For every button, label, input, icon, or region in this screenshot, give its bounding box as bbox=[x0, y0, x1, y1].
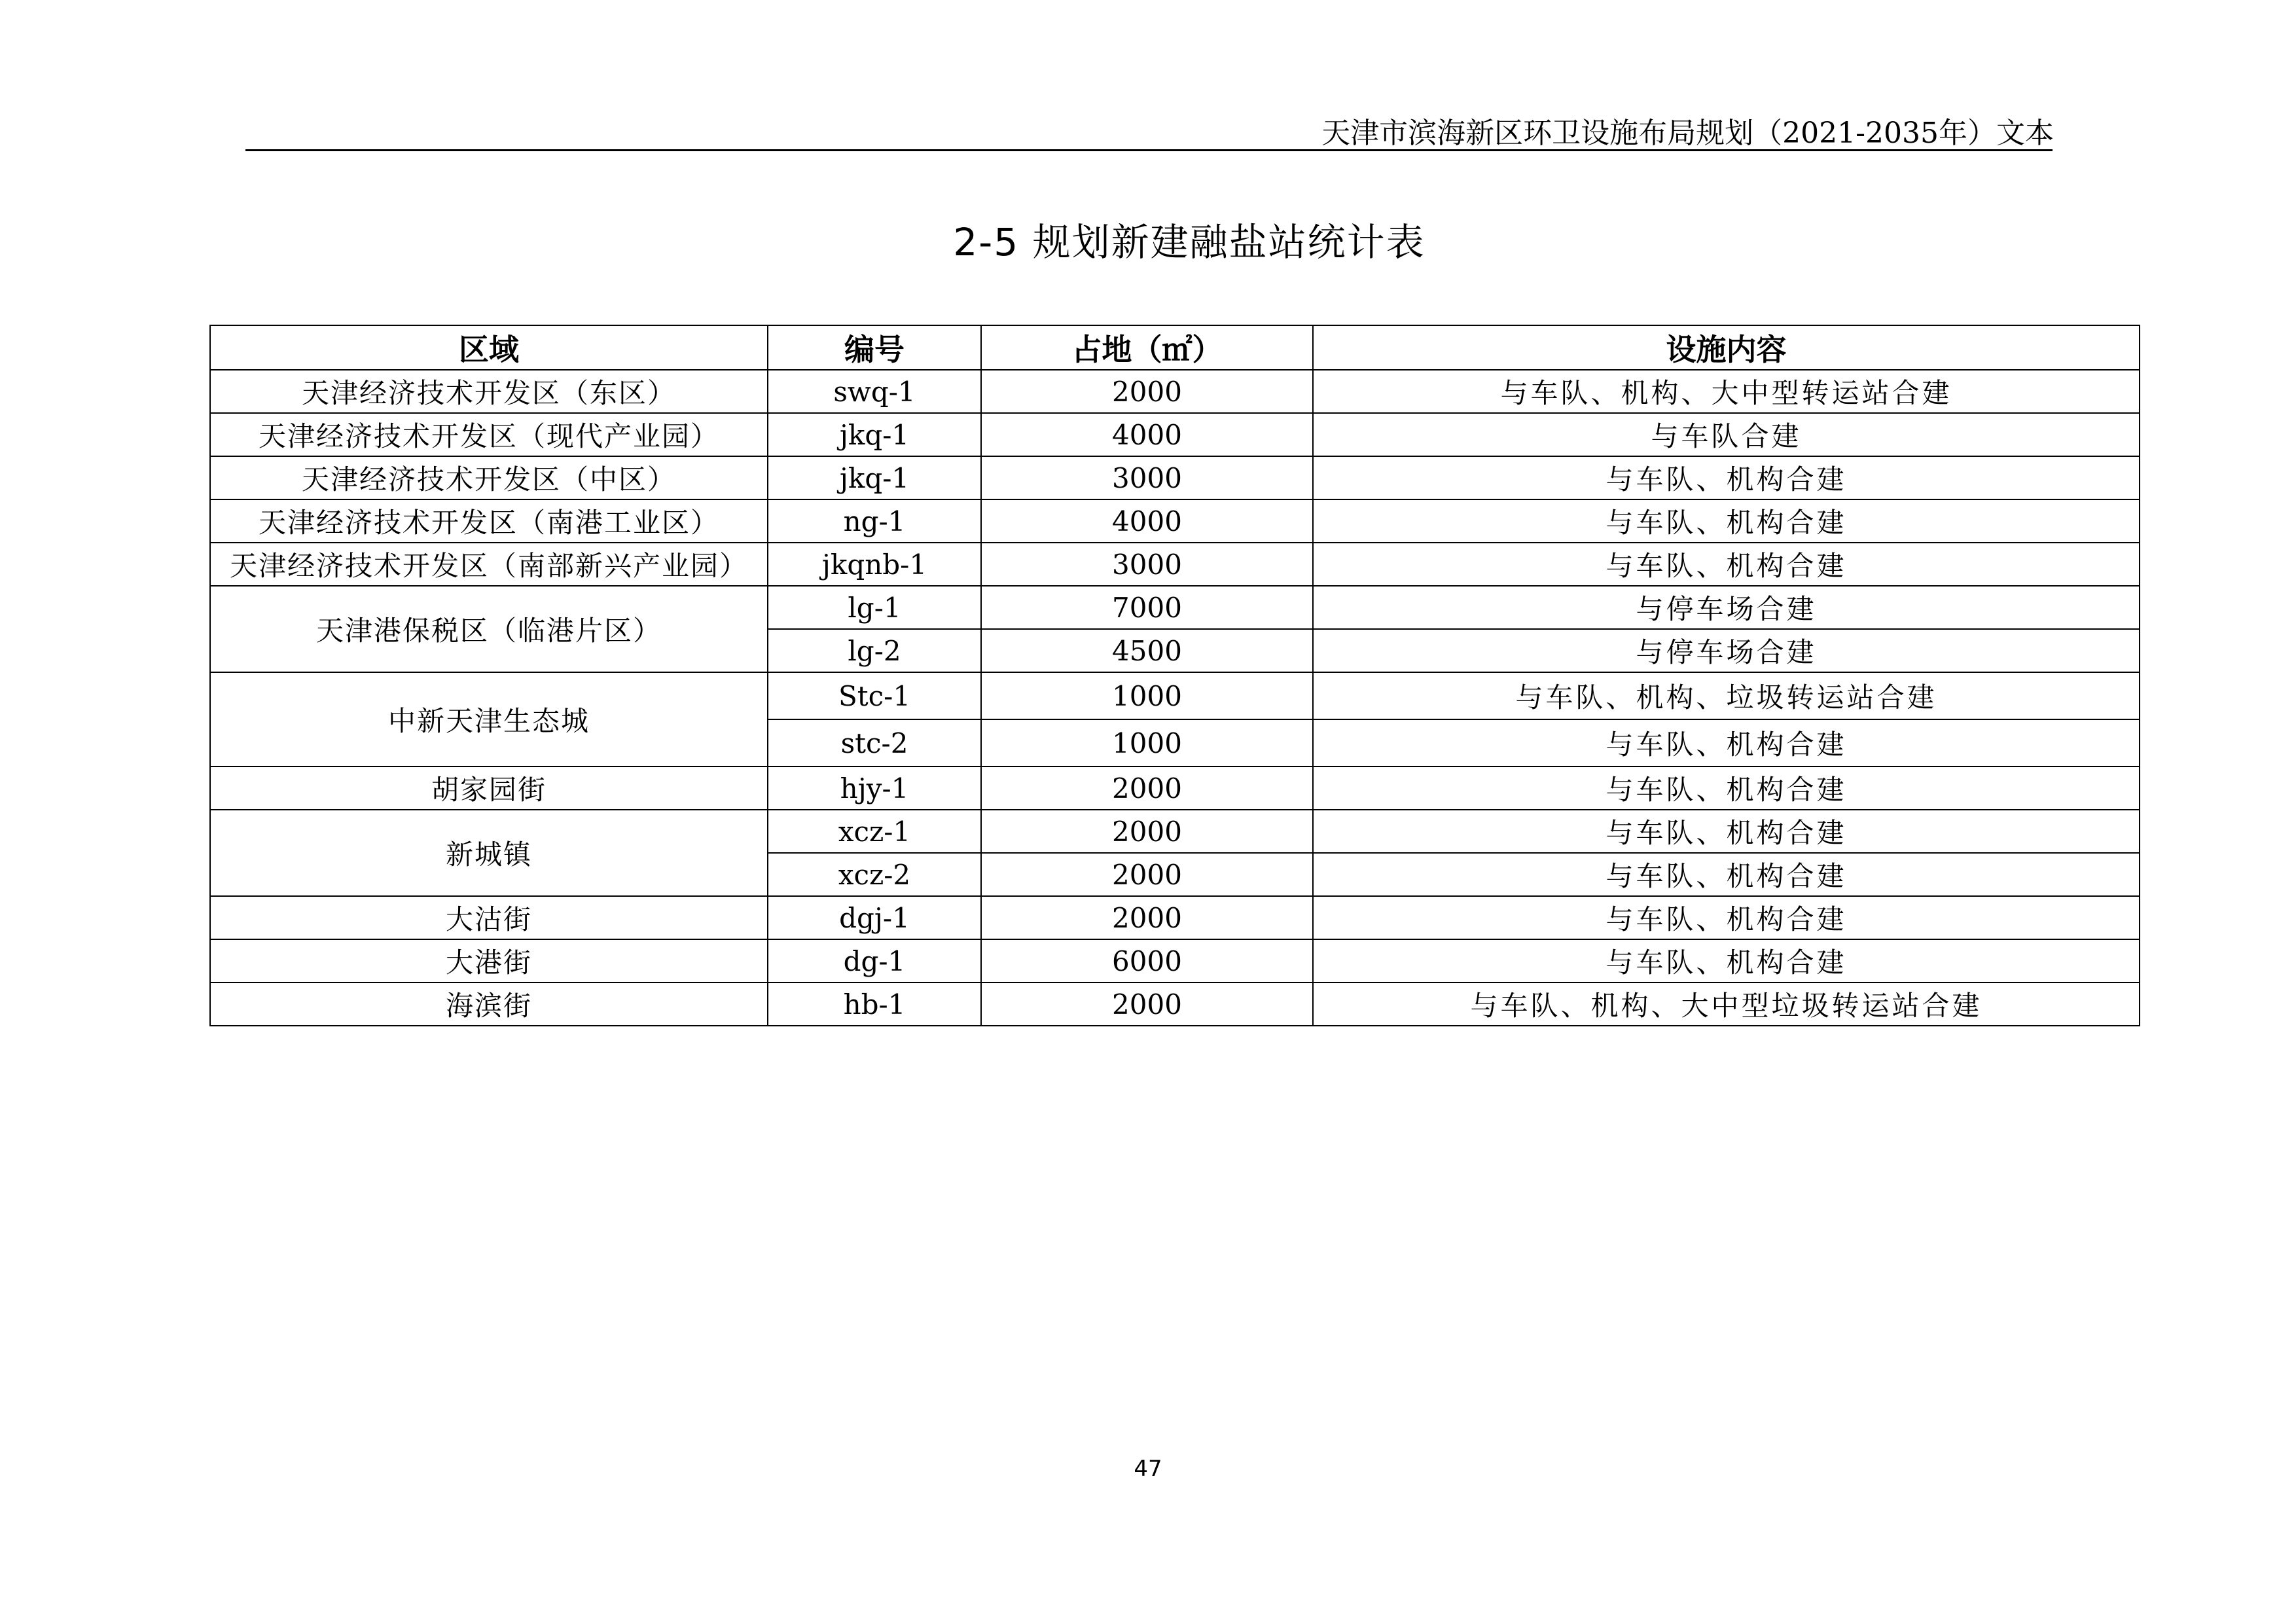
land-area-cell: 2000 bbox=[981, 896, 1313, 939]
land-area-cell: 2000 bbox=[981, 767, 1313, 810]
land-area-cell: 4500 bbox=[981, 629, 1313, 672]
facility-content-cell: 与车队、机构合建 bbox=[1313, 810, 2140, 853]
code-cell: xcz-2 bbox=[768, 853, 981, 896]
snow-melting-station-table bbox=[209, 325, 2140, 1026]
area-cell: 中新天津生态城 bbox=[210, 672, 768, 767]
table-row bbox=[210, 370, 2140, 413]
column-header-code: 编号 bbox=[768, 325, 981, 370]
code-cell: swq-1 bbox=[768, 370, 981, 413]
code-cell: lg-1 bbox=[768, 586, 981, 629]
facility-content-cell: 与停车场合建 bbox=[1313, 629, 2140, 672]
area-cell: 新城镇 bbox=[210, 810, 768, 896]
table-row bbox=[210, 983, 2140, 1026]
land-area-cell: 7000 bbox=[981, 586, 1313, 629]
facility-content-cell: 与车队、机构合建 bbox=[1313, 853, 2140, 896]
facility-content-cell: 与车队、机构、垃圾转运站合建 bbox=[1313, 672, 2140, 719]
land-area-cell: 2000 bbox=[981, 810, 1313, 853]
facility-content-cell: 与车队、机构合建 bbox=[1313, 719, 2140, 767]
area-cell: 天津经济技术开发区（现代产业园） bbox=[210, 413, 768, 456]
facility-content-cell: 与车队、机构合建 bbox=[1313, 939, 2140, 983]
facility-content-cell: 与车队合建 bbox=[1313, 413, 2140, 456]
facility-content-cell: 与车队、机构合建 bbox=[1313, 767, 2140, 810]
land-area-cell: 2000 bbox=[981, 370, 1313, 413]
area-cell: 海滨街 bbox=[210, 983, 768, 1026]
area-cell: 天津港保税区（临港片区） bbox=[210, 586, 768, 672]
code-cell: ng-1 bbox=[768, 499, 981, 543]
table-row bbox=[210, 810, 2140, 853]
table-row bbox=[210, 413, 2140, 456]
table-row bbox=[210, 896, 2140, 939]
land-area-cell: 4000 bbox=[981, 499, 1313, 543]
land-area-cell: 3000 bbox=[981, 456, 1313, 499]
table-row bbox=[210, 499, 2140, 543]
code-cell: dgj-1 bbox=[768, 896, 981, 939]
land-area-cell: 1000 bbox=[981, 672, 1313, 719]
facility-content-cell: 与车队、机构、大中型转运站合建 bbox=[1313, 370, 2140, 413]
facility-content-cell: 与车队、机构合建 bbox=[1313, 896, 2140, 939]
table-row bbox=[210, 543, 2140, 586]
document-header-title: 天津市滨海新区环卫设施布局规划（2021-2035年）文本 bbox=[1321, 117, 2054, 150]
column-header-area: 区域 bbox=[210, 325, 768, 370]
code-cell: dg-1 bbox=[768, 939, 981, 983]
page-number: 47 bbox=[1134, 1456, 1162, 1482]
facility-content-cell: 与停车场合建 bbox=[1313, 586, 2140, 629]
land-area-cell: 2000 bbox=[981, 853, 1313, 896]
column-header-land: 占地（㎡） bbox=[981, 325, 1313, 370]
code-cell: jkq-1 bbox=[768, 456, 981, 499]
land-area-cell: 2000 bbox=[981, 983, 1313, 1026]
area-cell: 天津经济技术开发区（南部新兴产业园） bbox=[210, 543, 768, 586]
code-cell: xcz-1 bbox=[768, 810, 981, 853]
table-row bbox=[210, 456, 2140, 499]
facility-content-cell: 与车队、机构合建 bbox=[1313, 543, 2140, 586]
table-row bbox=[210, 939, 2140, 983]
code-cell: stc-2 bbox=[768, 719, 981, 767]
header-divider bbox=[245, 149, 2053, 151]
table-header-row bbox=[210, 325, 2140, 370]
code-cell: hjy-1 bbox=[768, 767, 981, 810]
column-header-facility: 设施内容 bbox=[1313, 325, 2140, 370]
code-cell: hb-1 bbox=[768, 983, 981, 1026]
code-cell: lg-2 bbox=[768, 629, 981, 672]
table-title: 2-5 规划新建融盐站统计表 bbox=[953, 220, 1426, 264]
facility-content-cell: 与车队、机构合建 bbox=[1313, 456, 2140, 499]
facility-content-cell: 与车队、机构合建 bbox=[1313, 499, 2140, 543]
area-cell: 大沽街 bbox=[210, 896, 768, 939]
table-row bbox=[210, 672, 2140, 719]
area-cell: 天津经济技术开发区（中区） bbox=[210, 456, 768, 499]
facility-content-cell: 与车队、机构、大中型垃圾转运站合建 bbox=[1313, 983, 2140, 1026]
land-area-cell: 1000 bbox=[981, 719, 1313, 767]
area-cell: 天津经济技术开发区（东区） bbox=[210, 370, 768, 413]
area-cell: 胡家园街 bbox=[210, 767, 768, 810]
code-cell: jkqnb-1 bbox=[768, 543, 981, 586]
land-area-cell: 3000 bbox=[981, 543, 1313, 586]
table-row bbox=[210, 586, 2140, 629]
area-cell: 大港街 bbox=[210, 939, 768, 983]
area-cell: 天津经济技术开发区（南港工业区） bbox=[210, 499, 768, 543]
code-cell: jkq-1 bbox=[768, 413, 981, 456]
code-cell: Stc-1 bbox=[768, 672, 981, 719]
land-area-cell: 6000 bbox=[981, 939, 1313, 983]
table-row bbox=[210, 767, 2140, 810]
land-area-cell: 4000 bbox=[981, 413, 1313, 456]
